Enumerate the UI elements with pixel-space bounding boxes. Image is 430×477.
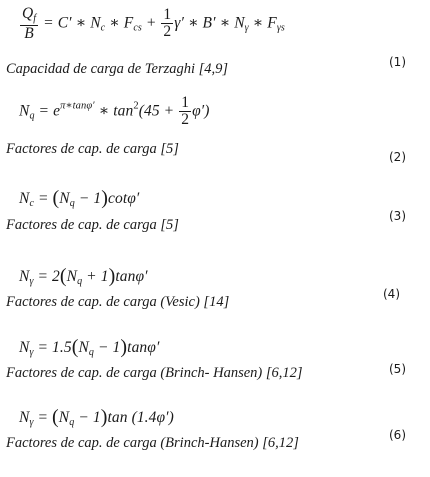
equation-number-1: (1) <box>389 55 406 69</box>
equation-number-6: (6) <box>389 428 406 442</box>
equation-number-5: (5) <box>389 362 406 376</box>
equation-5: $N_\gamma = 1.5(N_q - 1)\tan\varphi'$ <box>19 336 160 358</box>
fraction-qf-over-b: $\frac{Q_f}{B}$ <box>22 5 37 42</box>
equation-number-3: (3) <box>389 209 406 223</box>
caption-5: Factores de cap. de carga (Brinch- Hansen) [6,12] <box>6 365 303 381</box>
equation-2: $N_q = e^{\pi∗tan\varphi'}$ ∗ $\tan^2(45$ + $\frac{1}{2}$ φ′) <box>19 94 210 129</box>
caption-6: Factores de cap. de carga (Brinch-Hansen) [6,12] <box>6 435 299 451</box>
fraction-one-half: $\frac{1}{2}$ <box>163 6 172 41</box>
caption-4: Factores de cap. de carga (Vesic) [14] <box>6 294 230 310</box>
caption-3: Factores de cap. de carga [5] <box>6 217 179 233</box>
caption-1: Capacidad de carga de Terzaghi [4,9] <box>6 61 229 77</box>
equation-number-4: (4) <box>383 287 400 301</box>
equation-6: $N_\gamma = (N_q - 1)\tan$ (1.4φ′) <box>19 406 174 428</box>
fraction-one-half: $\frac{1}{2}$ <box>181 94 190 129</box>
equation-3: $N_c = (N_q - 1)\cot\varphi'$ <box>19 187 140 209</box>
caption-2: Factores de cap. de carga [5] <box>6 141 179 157</box>
equation-number-2: (2) <box>389 150 406 164</box>
equation-1: $\frac{Q_f}{B}$ = C′ ∗ $N_c$ ∗ $F_{cs}$ + $\frac{1}{2}$ γ′ ∗ B′ ∗ $N_\gamma$ ∗ $F_{\gamma s}$ <box>22 5 285 42</box>
equation-4: $N_\gamma = 2(N_q + 1)\tan\varphi'$ <box>19 265 148 287</box>
